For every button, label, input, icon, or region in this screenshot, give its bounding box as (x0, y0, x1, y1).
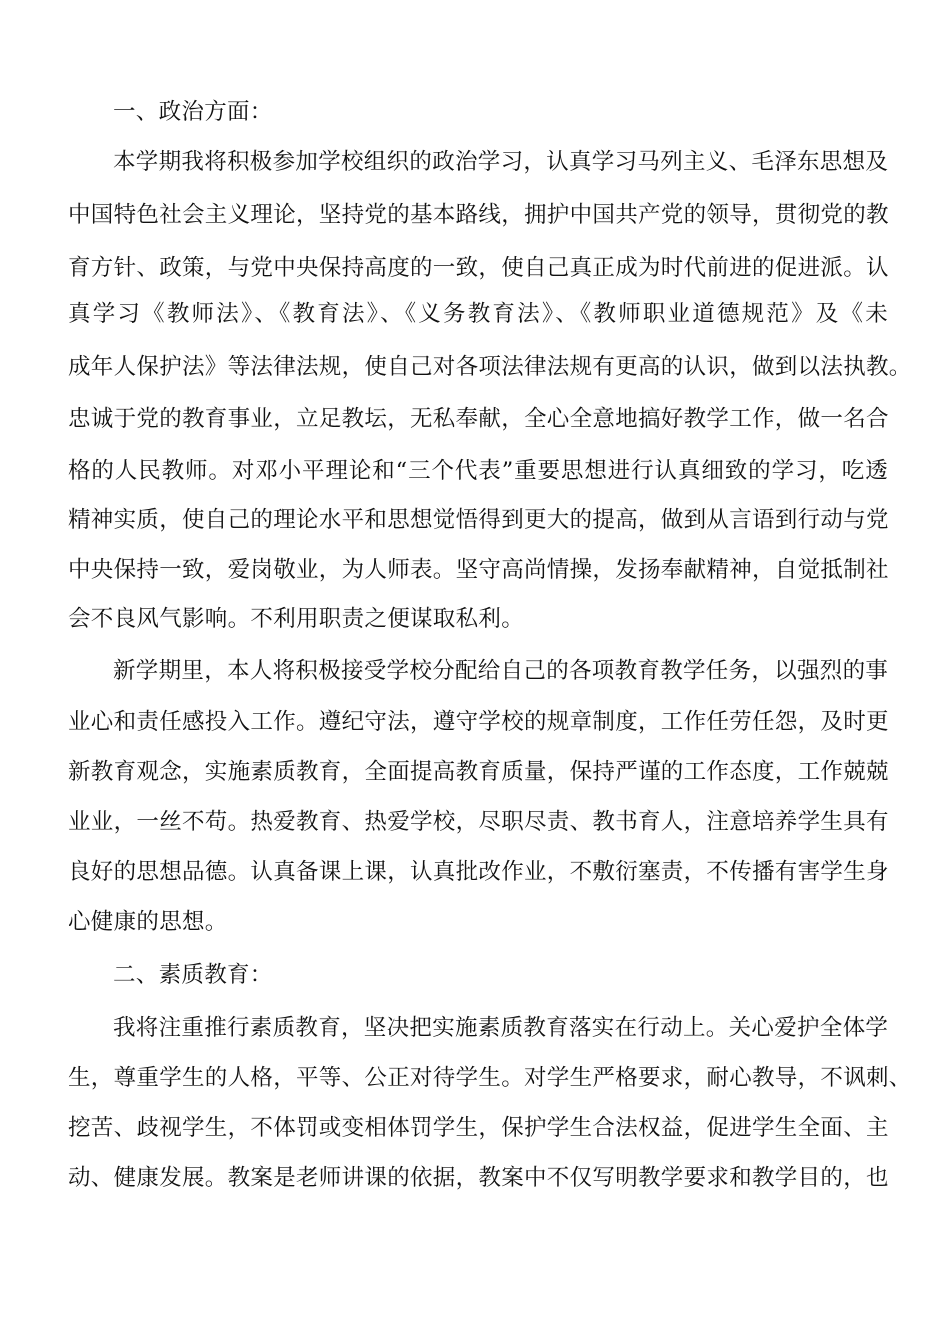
paragraph-line: 格的人民教师。对邓小平理论和“三个代表”重要思想进行认真细致的学习，吃透 (68, 458, 888, 484)
paragraph-line: 成年人保护法》等法律法规，使自己对各项法律法规有更高的认识，做到以法执教。 (68, 354, 912, 380)
paragraph-line: 忠诚于党的教育事业，立足教坛，无私奉献，全心全意地搞好教学工作，做一名合 (68, 406, 889, 432)
paragraph-line: 生，尊重学生的人格，平等、公正对待学生。对学生严格要求，耐心教导，不讽刺、 (68, 1065, 912, 1091)
paragraph-line: 中央保持一致，爱岗敬业，为人师表。坚守高尚情操，发扬奉献精神，自觉抵制社 (68, 557, 889, 583)
paragraph-line: 动、健康发展。教案是老师讲课的依据，教案中不仅写明教学要求和教学目的，也 (68, 1165, 889, 1191)
paragraph-line: 新学期里，本人将积极接受学校分配给自己的各项教育教学任务，以强烈的事 (113, 658, 889, 684)
paragraph-line: 心健康的思想。 (68, 909, 228, 935)
section-heading: 二、素质教育： (113, 962, 273, 988)
section-heading: 一、政治方面： (113, 99, 273, 125)
paragraph-line: 业业，一丝不苟。热爱教育、热爱学校，尽职尽责、教书育人，注意培养学生具有 (68, 809, 889, 835)
paragraph-line: 良好的思想品德。认真备课上课，认真批改作业，不敷衍塞责，不传播有害学生身 (68, 859, 889, 885)
paragraph-line: 会不良风气影响。不利用职责之便谋取私利。 (68, 606, 525, 632)
paragraph-line: 中国特色社会主义理论，坚持党的基本路线，拥护中国共产党的领导，贯彻党的教 (68, 202, 889, 228)
paragraph-line: 挖苦、歧视学生，不体罚或变相体罚学生，保护学生合法权益，促进学生全面、主 (68, 1115, 889, 1141)
paragraph-line: 精神实质，使自己的理论水平和思想觉悟得到更大的提高，做到从言语到行动与党 (68, 507, 889, 533)
paragraph-line: 真学习《教师法》、《教育法》、《义务教育法》、《教师职业道德规范》及《未 (68, 301, 888, 327)
paragraph-line: 新教育观念，实施素质教育，全面提高教育质量，保持严谨的工作态度，工作兢兢 (68, 759, 889, 785)
paragraph-line: 本学期我将积极参加学校组织的政治学习，认真学习马列主义、毛泽东思想及 (113, 149, 889, 175)
paragraph-line: 业心和责任感投入工作。遵纪守法，遵守学校的规章制度，工作任劳任怨，及时更 (68, 709, 889, 735)
paragraph-line: 我将注重推行素质教育，坚决把实施素质教育落实在行动上。关心爱护全体学 (113, 1015, 889, 1041)
paragraph-line: 育方针、政策，与党中央保持高度的一致，使自己真正成为时代前进的促进派。认 (68, 255, 889, 281)
